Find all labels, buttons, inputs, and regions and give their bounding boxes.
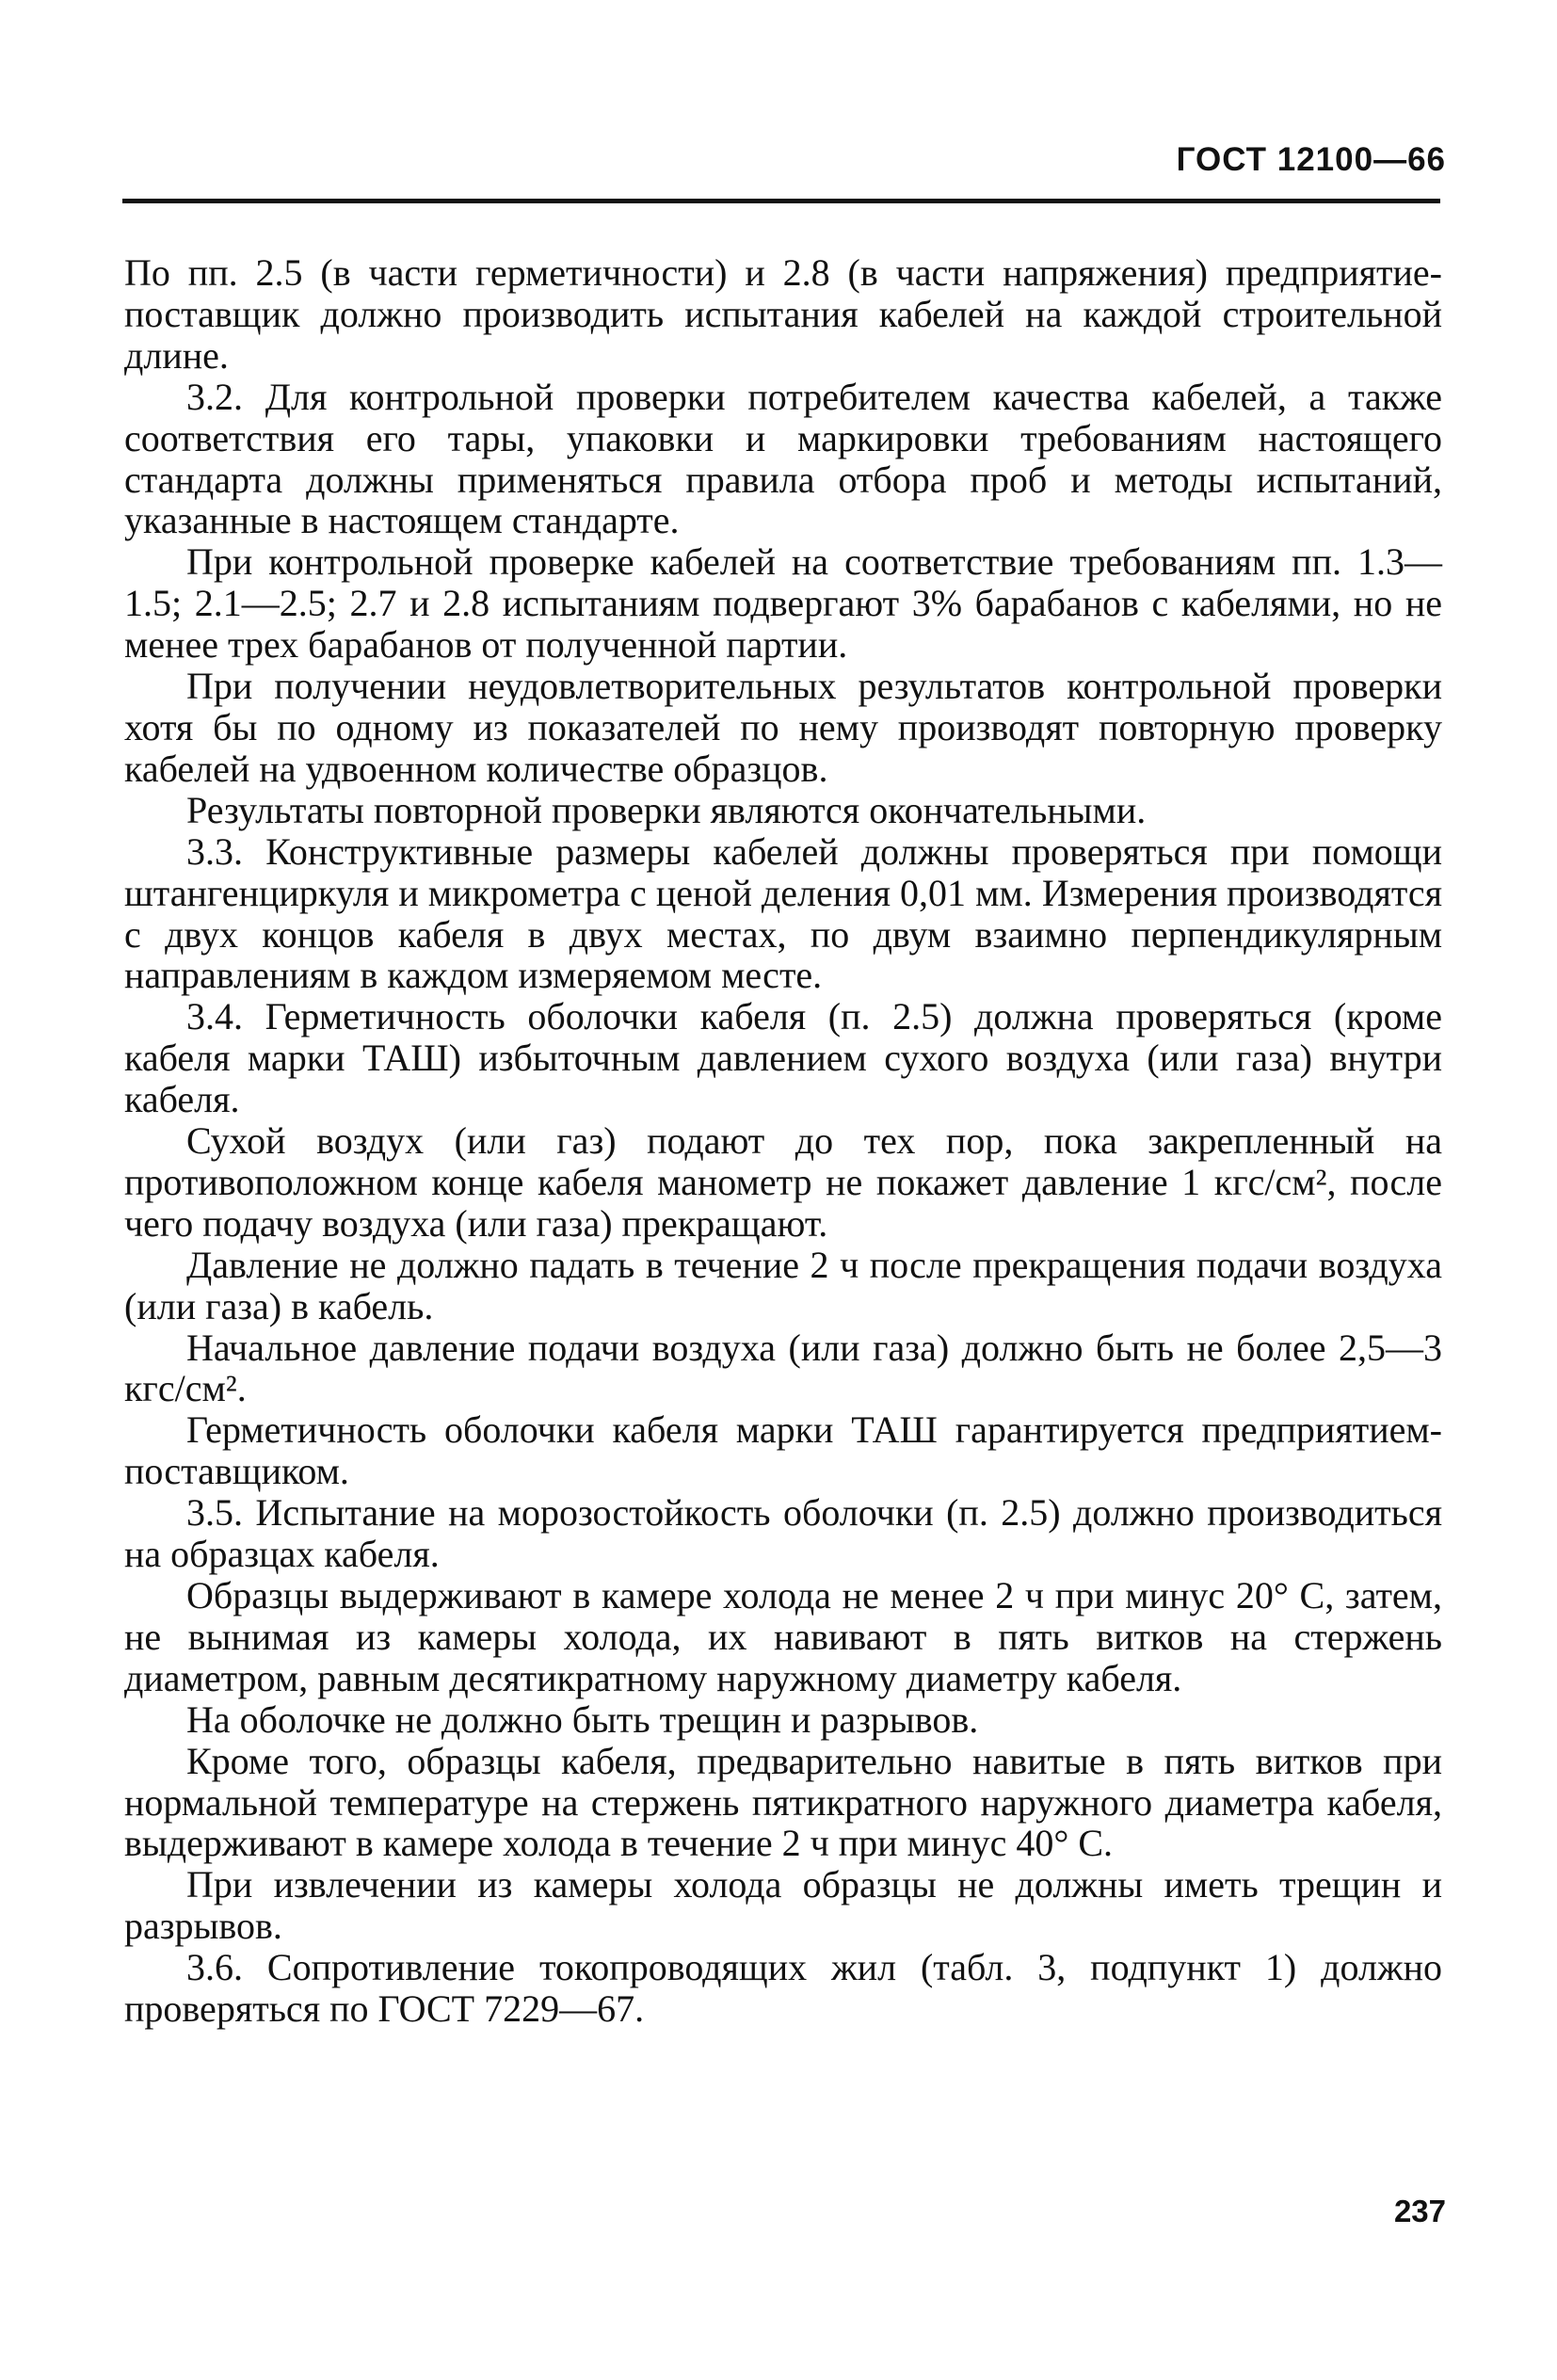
- paragraph-initial-pressure: Начальное давление подачи воздуха (или газа) должно быть не более 2,5—3 кгс/см².: [124, 1326, 1442, 1410]
- paragraph-3-4: 3.4. Герметичность оболочки кабеля (п. 2.5) должна проверяться (кроме кабеля марки ТАШ) избыточным давлением сухого воздуха (или газа) внутри кабеля.: [124, 995, 1442, 1121]
- paragraph-pressure-drop: Давление не должно падать в течение 2 ч после прекращения подачи воздуха (или газа) в кабель.: [124, 1243, 1442, 1327]
- paragraph-final-results: Результаты повторной проверки являются окончательными.: [186, 788, 1147, 831]
- paragraph-3-6: 3.6. Сопротивление токопроводящих жил (табл. 3, подпункт 1) должно проверяться по ГОСТ 7229—67.: [124, 1946, 1442, 2031]
- paragraph-cold-chamber: Образцы выдерживают в камере холода не менее 2 ч при минус 20° С, затем, не вынимая из камеры холода, их навивают в пять витков на стержень диаметром, равным десятикратному наружному диаметру кабеля.: [124, 1574, 1442, 1699]
- document-id: ГОСТ 12100—66: [1176, 141, 1446, 178]
- paragraph-prewound-samples: Кроме того, образцы кабеля, предварительно навитые в пять витков при нормальной температуре на стержень пятикратного наружного диаметра кабеля, выдерживают в камере холода в течение 2 ч при минус 40° С.: [124, 1739, 1442, 1865]
- paragraph-tash-guarantee: Герметичность оболочки кабеля марки ТАШ гарантируется предприятием-поставщиком.: [124, 1408, 1442, 1493]
- body-text: [124, 252, 1442, 2030]
- paragraph-3-2: 3.2. Для контрольной проверки потребителем качества кабелей, а также соответствия его тары, упаковки и маркировки требованиям настоящего стандарта должны применяться правила отбора проб и методы испытаний, указанные в настоящем стандарте.: [124, 375, 1442, 542]
- paragraph-no-cracks: На оболочке не должно быть трещин и разрывов.: [186, 1697, 979, 1741]
- paragraph-dry-air: Сухой воздух (или газ) подают до тех пор, пока закрепленный на противоположном конце кабеля манометр не покажет давление 1 кгс/см², после чего подачу воздуха (или газа) прекращают.: [124, 1119, 1442, 1245]
- paragraph-intro-tests: По пп. 2.5 (в части герметичности) и 2.8 (в части напряжения) предприятие-поставщик должно производить испытания кабелей на каждой строительной длине.: [124, 251, 1442, 377]
- paragraph-repeat-check: При получении неудовлетворительных результатов контрольной проверки хотя бы по одному из показателей по нему производят повторную проверку кабелей на удвоенном количестве образцов.: [124, 665, 1442, 790]
- paragraph-3-5: 3.5. Испытание на морозостойкость оболочки (п. 2.5) должно производиться на образцах кабеля.: [124, 1491, 1442, 1576]
- page-number: 237: [1393, 2194, 1446, 2228]
- header-divider: [122, 199, 1440, 203]
- paragraph-extraction: При извлечении из камеры холода образцы не должны иметь трещин и разрывов.: [124, 1863, 1442, 1948]
- paragraph-control-check: При контрольной проверке кабелей на соответствие требованиям пп. 1.3—1.5; 2.1—2.5; 2.7 и 2.8 испытаниям подвергают 3% барабанов с кабелями, но не менее трех барабанов от полученной партии.: [124, 540, 1442, 667]
- paragraph-3-3: 3.3. Конструктивные размеры кабелей должны проверяться при помощи штангенциркуля и микрометра с ценой деления 0,01 мм. Измерения производятся с двух концов кабеля в двух местах, по двум взаимно перпендикулярным направлениям в каждом измеряемом месте.: [124, 829, 1442, 997]
